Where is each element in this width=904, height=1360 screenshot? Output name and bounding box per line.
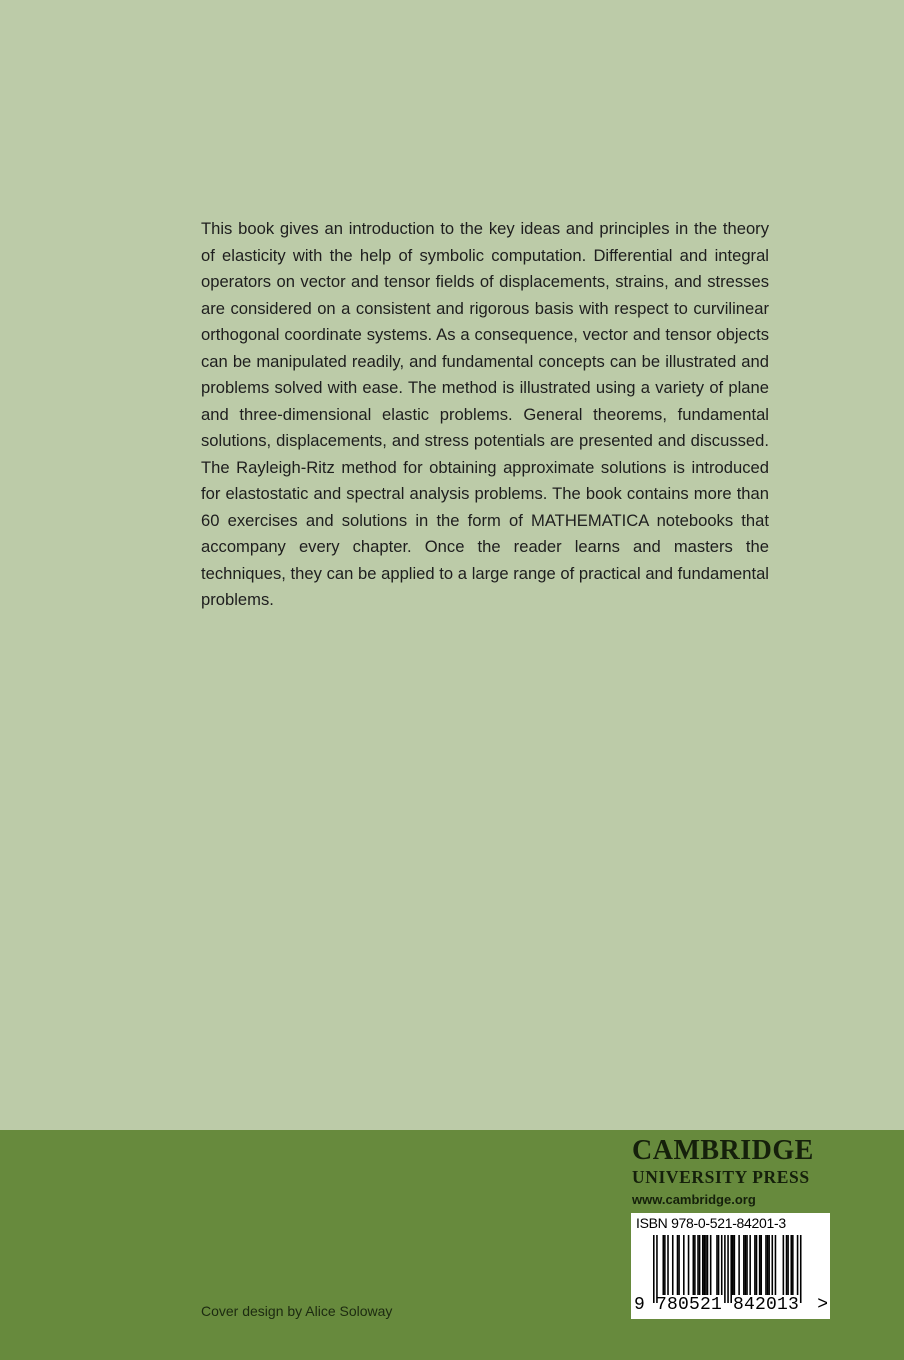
barcode-bar [705, 1235, 707, 1295]
barcode-bar [664, 1235, 666, 1295]
barcode-bar [786, 1235, 788, 1295]
isbn-barcode [631, 1213, 830, 1319]
barcode-bar [672, 1235, 674, 1295]
barcode-arrow-icon: > [817, 1295, 828, 1315]
publisher-subtitle: UNIVERSITY PRESS [632, 1167, 810, 1187]
barcode-digits: 9 780521 842013 [634, 1295, 800, 1315]
barcode-bar [693, 1235, 695, 1295]
barcode-bar [756, 1235, 758, 1295]
barcode-bar [732, 1235, 734, 1295]
barcode-bar [697, 1235, 699, 1295]
barcode-bar [721, 1235, 723, 1295]
barcode-bar [727, 1235, 729, 1303]
barcode-bar [704, 1235, 706, 1295]
barcode-bar [745, 1235, 747, 1295]
publisher-logo [632, 1136, 832, 1210]
barcode-bar [743, 1235, 745, 1295]
barcode-bar [792, 1235, 794, 1295]
barcode-bar [710, 1235, 712, 1295]
barcode-bar [653, 1235, 655, 1303]
barcode-bar [707, 1235, 709, 1295]
barcode-bar [797, 1235, 799, 1295]
barcode-bar [754, 1235, 756, 1295]
barcode-bar [667, 1235, 669, 1295]
barcode-bar [718, 1235, 720, 1295]
barcode-bar [677, 1235, 679, 1295]
barcode-bar [656, 1235, 658, 1303]
barcode-bar [734, 1235, 736, 1295]
barcode-bar [738, 1235, 740, 1295]
barcode-bar [688, 1235, 690, 1295]
barcode-bar [746, 1235, 748, 1295]
barcode-bar [765, 1235, 767, 1295]
barcode-bar [768, 1235, 770, 1295]
barcode-bar [699, 1235, 701, 1295]
barcode-bar [790, 1235, 792, 1295]
barcode-bar [787, 1235, 789, 1295]
barcode-bar [775, 1235, 777, 1295]
book-description: This book gives an introduction to the key ideas and principles in the theory of elasticity with the help of symbolic computation. Differential and integral operators on vector and tensor fields of displacements, strains, and stresses are considered on a consistent and rigorous basis with respect to curvilinear orthogonal coordinate systems. As a consequence, vector and tensor objects can be manipulated readily, and fundamental concepts can be illustrated and problems solved with ease. The method is illustrated using a variety of plane and three-dimensional elastic problems. General theorems, fundamental solutions, displacements, and stress potentials are presented and discussed. The Rayleigh-Ritz method for obtaining approximate solutions is introduced for elastostatic and spectral analysis problems. The book contains more than 60 exercises and solutions in the form of MATHEMATICA notebooks that accompany every chapter. Once the reader learns and masters the techniques, they can be applied to a large range of practical and fundamental problems. [201, 219, 769, 609]
barcode-bar [759, 1235, 761, 1295]
barcode-bar [767, 1235, 769, 1295]
isbn-label: ISBN 978-0-521-84201-3 [636, 1215, 786, 1231]
publisher-url: www.cambridge.org [632, 1192, 756, 1207]
barcode-bar [783, 1235, 785, 1295]
barcode-bar [662, 1235, 664, 1295]
barcode-bar [694, 1235, 696, 1295]
barcode-bar [702, 1235, 704, 1295]
cover-design-credit: Cover design by Alice Soloway [201, 1303, 393, 1319]
barcode-bar [678, 1235, 680, 1295]
barcode-bar [730, 1235, 732, 1303]
barcode-bar [683, 1235, 685, 1295]
barcode-bar [749, 1235, 751, 1295]
barcode-bar [716, 1235, 718, 1295]
barcode-bar [772, 1235, 774, 1295]
barcode-bar [724, 1235, 726, 1303]
barcode-bar [760, 1235, 762, 1295]
publisher-name: CAMBRIDGE [632, 1135, 814, 1166]
barcode-bar [800, 1235, 802, 1303]
